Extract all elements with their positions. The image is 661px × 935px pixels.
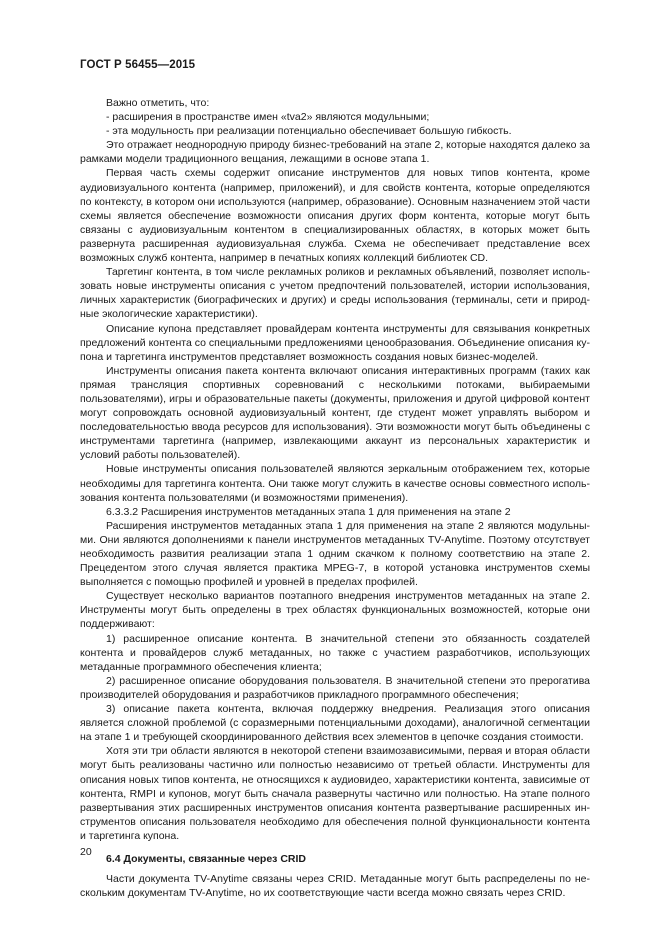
list-item-extended-equipment: 2) расширенное описание оборудования пользователя. В значительной степени это прерогатива производителей оборудования и разработчиков прикладного программного обеспечения; <box>80 674 590 701</box>
list-item-extended-content: 1) расширенное описание контента. В значительной степени это обязанность создателей контента и провайдеров служб метаданных, но также с участием разработчиков, использующих метаданные программного обеспечения клиента; <box>80 632 590 673</box>
subsection-heading-6-3-3-2: 6.3.3.2 Расширения инструментов метаданных этапа 1 для применения на этапе 2 <box>106 505 511 518</box>
section-heading-6-4: 6.4 Документы, связанные через CRID <box>106 852 306 865</box>
paragraph-heterogeneity: Это отражает неоднородную природу бизнес-требований на этапе 2, которые находятся далеко за рамками модели традиционного вещания, лежащими в основе этапа 1. <box>80 139 590 166</box>
document-header: ГОСТ Р 56455—2015 <box>80 59 196 71</box>
paragraph-staged-deployment: Существует несколько вариантов поэтапного внедрения инструментов метаданных на этапе 2. Инструменты могут быть определены в трех областях функциональных возможностей, которые они поддерживают: <box>80 590 590 631</box>
paragraph-coupon-description: Описание купона представляет провайдерам контента инструменты для связывания конкретных предложений контента со специальными предложениями ценообразования. Объединение описания купона и таргетинга инструментов представляет возможность создания новых бизнес-моделей. <box>80 322 590 363</box>
list-item-modular: - расширения в пространстве имен «tva2» являются модульными; <box>106 111 430 124</box>
list-item-content-package: 3) описание пакета контента, включая поддержку внедрения. Реализация этого описания является сложной проблемой (с соразмерными потенциальными доходами), аналогичной сегментации на этапе 1 и требующей скоординированного действия всех элементов в цепочке создания стоимости. <box>80 703 590 744</box>
paragraph-important-note: Важно отметить, что: <box>106 97 210 109</box>
page-number: 20 <box>80 846 92 858</box>
paragraph-schema-first-part: Первая часть схемы содержит описание инструментов для новых типов контента, кроме аудиовизуального контента (например, приложений), и для свойств контента, которые определяются по контексту, в котором они используются (например, образование). Основным назначением этой части схемы является обеспечение возможности описания других форм контента, которые могут быть связаны с аудиовизуальным контентом в специализированных областях, в которых может быть развернута расширенная аудиовизуальная служба. Схема не обеспечивает представление всех возможных служб контента, например в печатных копиях коллекций библиотек CD. <box>80 167 590 265</box>
paragraph-interdependence: Хотя эти три области являются в некоторой степени взаимозависимыми, первая и вторая области могут быть реализованы частично или полностью независимо от третьей области. Инструменты для описания новых типов контента, не относящихся к аудиовидео, характеристики контента, зависимые от контента, RMPI и купонов, могут быть сначала развернуты частично или полностью. На этапе полного развертывания этих расширенных инструментов описания контента развертывание расширенных инструментов описания пользователя необходимо для обеспечения полной функциональности контента и таргетинга купона. <box>80 745 590 842</box>
list-item-flexibility: - эта модульность при реализации потенциально обеспечивает большую гибкость. <box>106 125 512 138</box>
paragraph-user-description: Новые инструменты описания пользователей являются зеркальным отображением тех, которые необходимы для таргетинга контента. Они также могут служить в качестве основы совместного использования контента пользователями (и возможностями применения). <box>80 463 590 504</box>
paragraph-content-targeting: Таргетинг контента, в том числе рекламных роликов и рекламных объявлений, позволяет использовать новые инструменты описания с учетом предпочтений пользователей, истории использования, личных характеристик (биографических и других) и среды использования (терминалы, сети и природные экологические характеристики). <box>80 266 590 321</box>
paragraph-crid-linking: Части документа TV-Anytime связаны через CRID. Метаданные могут быть распределены по нескольким документам TV-Anytime, но их соответствующие части всегда можно связать через CRID. <box>80 872 590 900</box>
paragraph-phase1-extensions: Расширения инструментов метаданных этапа 1 для применения на этапе 2 являются модульными. Они являются дополнениями к панели инструментов метаданных TV-Anytime. Поэтому отсутствует необходимость развития реализации этапа 1 одним скачком к полному соответствию на этапе 2. Прецедентом этого случая является практика MPEG-7, в которой установка инструментов схемы выполняется с помощью профилей и уровней в пределах профилей. <box>80 519 590 589</box>
body-text <box>80 96 590 900</box>
paragraph-content-package: Инструменты описания пакета контента включают описания интерактивных программ (таких как прямая трансляция спортивных соревнований с несколькими потоками, выбираемыми пользователями), игры и образовательные пакеты (документы, приложения и другой цифровой контент могут сопровождать основной аудиовизуальный контент, где студент может управлять выбором и последовательностью ввода ресурсов для использования). Эти возможности могут быть объединены с инструментами таргетинга (например, извлекающими аккаунт из персональных характеристик и условий работы пользователей). <box>80 364 590 462</box>
